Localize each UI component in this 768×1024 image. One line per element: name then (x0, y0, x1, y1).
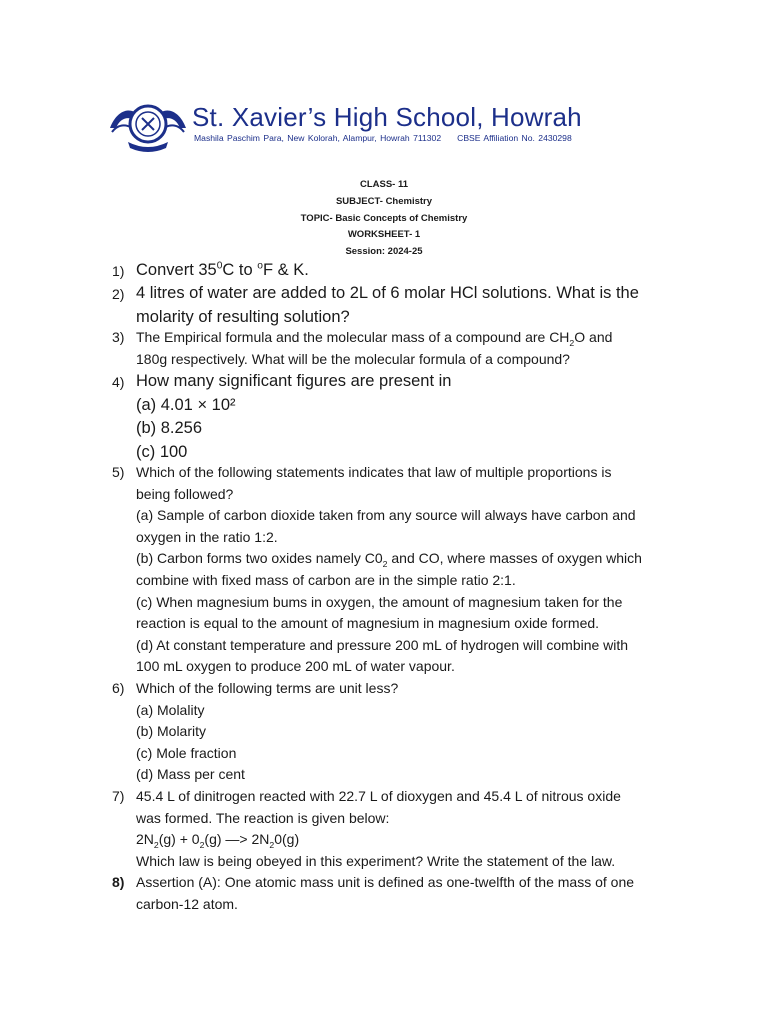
option-b: (b) 8.256 (136, 419, 203, 437)
question-text (136, 259, 692, 283)
question-number: 6) (112, 680, 125, 696)
question-number: 8) (112, 874, 125, 890)
question-number: 4) (112, 374, 125, 390)
option-c: (c) Mole fraction (136, 744, 237, 761)
question-5 (112, 462, 692, 678)
question-stem: How many significant figures are present in (136, 372, 452, 390)
question-3 (112, 327, 692, 370)
option-d: (d) Mass per cent (136, 766, 245, 783)
school-logo (108, 98, 188, 156)
question-number: 3) (112, 329, 125, 345)
option-c: (c) When magnesium bums in oxygen, the amount of magnesium taken for the (136, 593, 623, 610)
subscript: 2 (199, 839, 205, 850)
question-8 (112, 872, 692, 915)
question-text-line: Assertion (A): One atomic mass unit is defined as one-twelfth of the mass of one (136, 874, 635, 890)
question-number: 2) (112, 286, 125, 302)
school-header (108, 98, 698, 156)
question-number: 7) (112, 788, 125, 804)
question-text-line: was formed. The reaction is given below: (136, 809, 390, 826)
question-text-line (136, 327, 692, 349)
option-a: (a) Molality (136, 701, 205, 718)
question-stem: Which of the following terms are unit less? (136, 680, 399, 696)
text-part: and CO, where masses of oxygen which (387, 550, 642, 567)
option-d-cont: 100 mL oxygen to produce 200 mL of water vapour. (136, 658, 455, 675)
question-number: 1) (112, 263, 125, 279)
option-d: (d) At constant temperature and pressure 200 mL of hydrogen will combine with (136, 636, 629, 653)
worksheet-meta (0, 177, 768, 261)
option-a: (a) 4.01 × 10² (136, 395, 236, 414)
school-address-line (194, 133, 572, 143)
cbse-affiliation: CBSE Affiliation No. 2430298 (457, 133, 572, 143)
question-text-line: 45.4 L of dinitrogen reacted with 22.7 L of dioxygen and 45.4 L of nitrous oxide (136, 788, 621, 804)
option-b-cont: combine with fixed mass of carbon are in the simple ratio 2:1. (136, 571, 516, 588)
option-c-cont: reaction is equal to the amount of magnesium in magnesium oxide formed. (136, 615, 600, 632)
question-7 (112, 786, 692, 872)
school-address: Mashila Paschim Para, New Kolorah, Alampur, Howrah 711302 (194, 133, 442, 143)
text-part: F & K. (262, 261, 309, 279)
school-name: St. Xavier’s High School, Howrah (192, 102, 582, 132)
option-a-cont: oxygen in the ratio 1:2. (136, 528, 278, 545)
reaction-equation (136, 829, 692, 851)
superscript: o (257, 260, 263, 272)
text-part: 0(g) (274, 831, 300, 848)
option-a: (a) Sample of carbon dioxide taken from any source will always have carbon and (136, 507, 636, 524)
question-number: 5) (112, 464, 125, 480)
text-part: C to (222, 261, 258, 279)
subscript: 2 (269, 839, 275, 850)
text-part: (b) Carbon forms two oxides namely C0 (136, 550, 383, 567)
question-text-line: 180g respectively. What will be the molecular formula of a compound? (136, 350, 570, 367)
question-text-line: molarity of resulting solution? (136, 307, 350, 326)
text-part: The Empirical formula and the molecular mass of a compound are CH (136, 329, 570, 345)
subject-label: SUBJECT- Chemistry (335, 195, 433, 207)
question-text-line: carbon-12 atom. (136, 895, 238, 912)
subscript: 2 (382, 559, 388, 570)
text-part: (g) —> 2N (204, 831, 270, 848)
subscript: 2 (153, 839, 159, 850)
question-text-line: 4 litres of water are added to 2L of 6 molar HCl solutions. What is the (136, 284, 639, 302)
option-c: (c) 100 (136, 442, 188, 461)
superscript: 0 (216, 260, 223, 272)
text-part: 2N (136, 831, 154, 848)
question-2 (112, 282, 692, 329)
question-1 (112, 259, 692, 283)
worksheet-label: WORKSHEET- 1 (347, 229, 421, 241)
question-text-line: being followed? (136, 485, 234, 502)
session-label: Session: 2024-25 (345, 246, 423, 258)
question-text-line: Which law is being obeyed in this experiment? Write the statement of the law. (136, 852, 616, 869)
text-part: Convert 35 (136, 261, 217, 279)
option-b: (b) Molarity (136, 723, 207, 740)
option-b (136, 548, 692, 570)
text-part: (g) + 0 (158, 831, 200, 848)
text-part: O and (574, 329, 613, 345)
question-4 (112, 370, 692, 464)
question-text-line: Which of the following statements indicates that law of multiple proportions is (136, 464, 612, 480)
question-6 (112, 678, 692, 786)
topic-label: TOPIC- Basic Concepts of Chemistry (300, 212, 468, 224)
class-label: CLASS- 11 (359, 179, 409, 190)
subscript: 2 (569, 337, 575, 348)
